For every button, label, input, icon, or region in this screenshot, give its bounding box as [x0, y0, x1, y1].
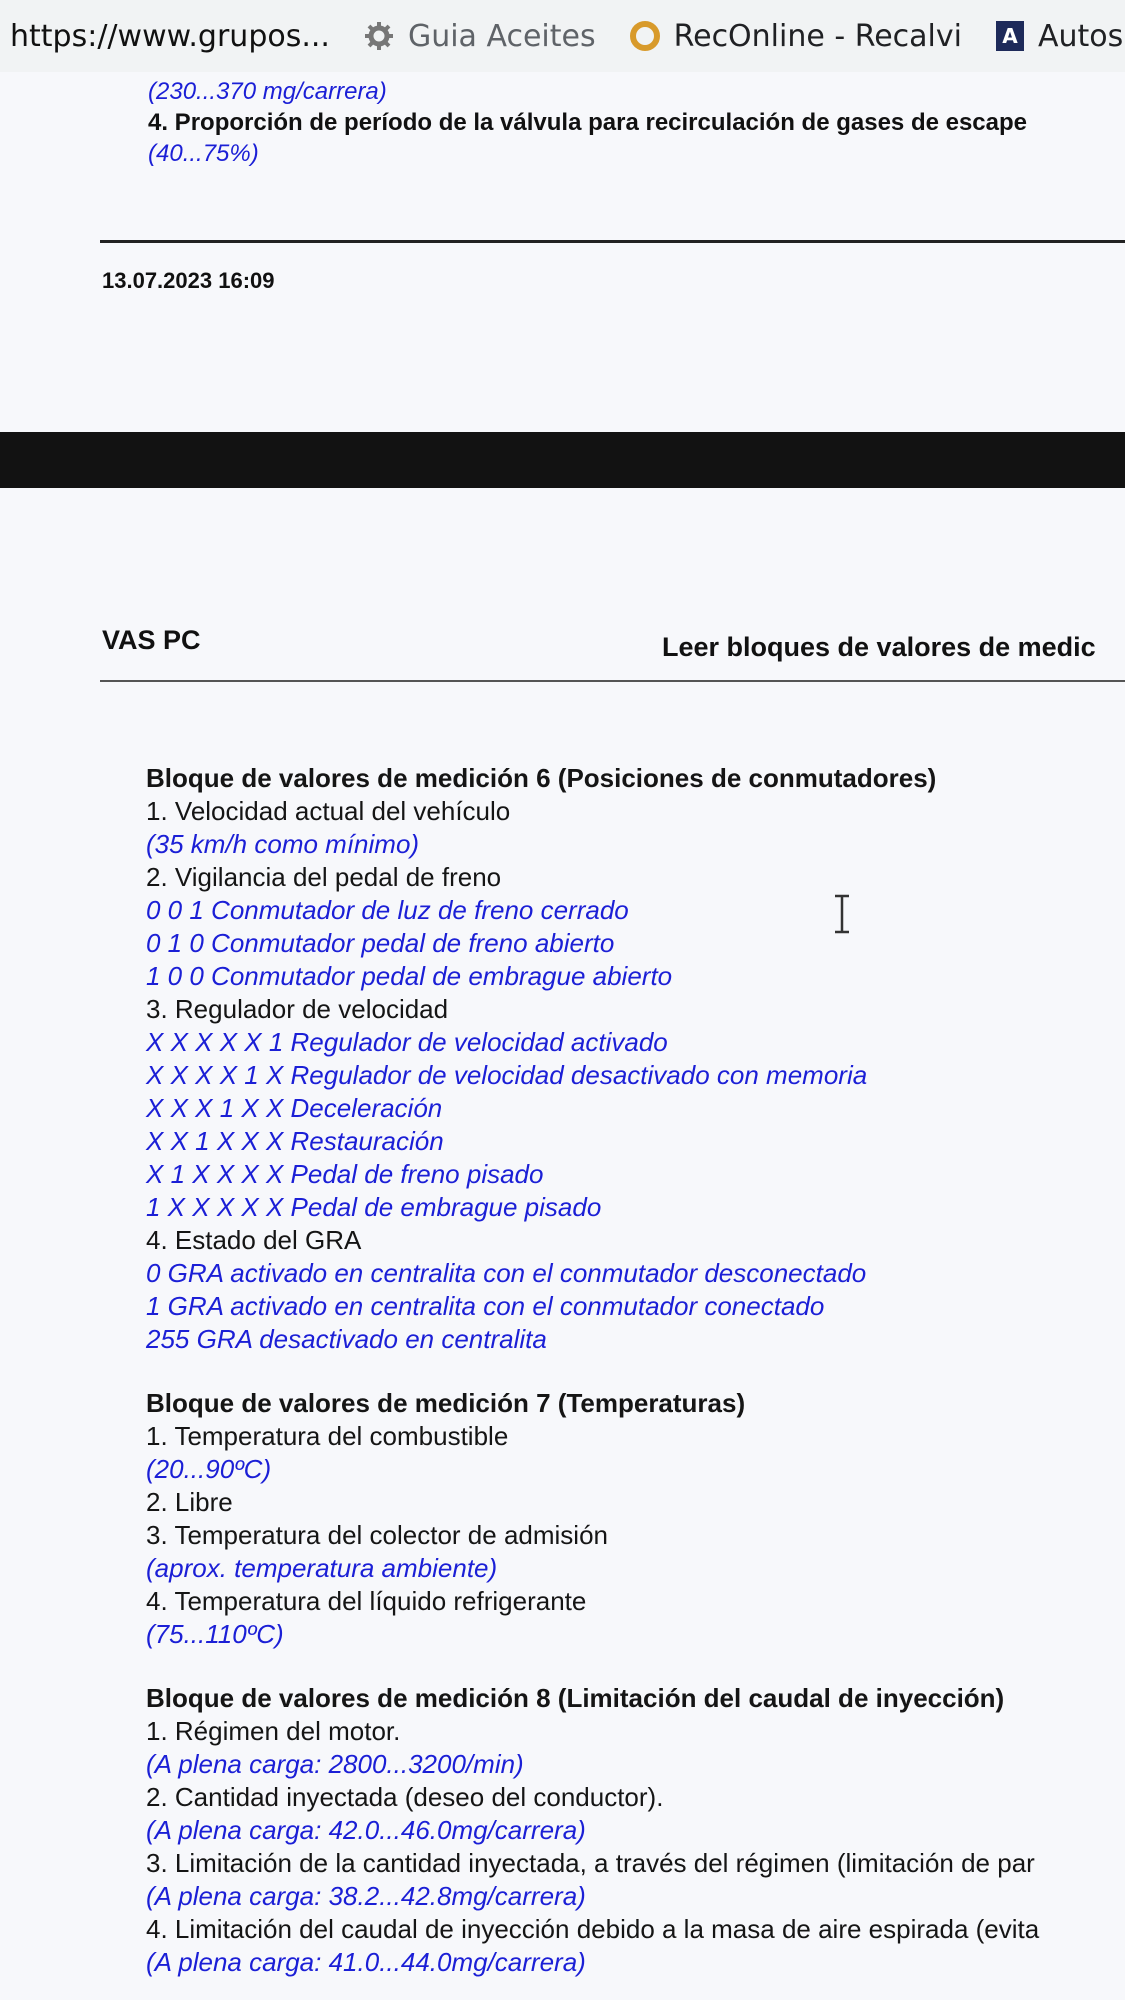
block-title: Bloque de valores de medición 7 (Temperaturas)	[146, 1388, 746, 1418]
block-item-line: 4. Estado del GRA	[146, 1225, 362, 1255]
block-item-line: 2. Libre	[146, 1487, 233, 1517]
header-app-name: VAS PC	[102, 625, 201, 655]
text-cursor-icon	[832, 894, 852, 934]
bookmarks-bar	[0, 0, 1125, 72]
block-value-line: (75...110ºC)	[146, 1619, 284, 1649]
divider	[100, 680, 1125, 682]
block-value-line: X 1 X X X X Pedal de freno pisado	[146, 1159, 544, 1189]
block-value-line: X X X 1 X X Deceleración	[146, 1093, 443, 1123]
block-item-line: 1. Velocidad actual del vehículo	[146, 796, 511, 826]
block-title: Bloque de valores de medición 6 (Posiciones de conmutadores)	[146, 763, 937, 793]
bookmark-autos[interactable]	[996, 19, 1123, 54]
block-item-line: 4. Limitación del caudal de inyección debido a la masa de aire espirada (evita	[146, 1914, 1040, 1944]
measurement-block	[146, 762, 1121, 1356]
measurement-block	[146, 1387, 1121, 1651]
measurement-blocks	[146, 762, 1121, 2000]
prev-value-line: (40...75%)	[148, 140, 259, 167]
print-timestamp: 13.07.2023 16:09	[102, 268, 275, 293]
prev-value-line: (230...370 mg/carrera)	[148, 78, 387, 105]
block-value-line: 0 GRA activado en centralita con el conmutador desconectado	[146, 1258, 867, 1288]
block-item-line: 2. Vigilancia del pedal de freno	[146, 862, 502, 892]
block-value-line: (A plena carga: 42.0...46.0mg/carrera)	[146, 1815, 586, 1845]
gear-icon	[364, 21, 394, 51]
block-value-line: X X X X 1 X Regulador de velocidad desactivado con memoria	[146, 1060, 868, 1090]
bookmark-label: RecOnline - Recalvi	[673, 18, 962, 54]
block-item-line: 1. Régimen del motor.	[146, 1716, 401, 1746]
block-item-line: 3. Regulador de velocidad	[146, 994, 449, 1024]
block-value-line: 1 0 0 Conmutador pedal de embrague abierto	[146, 961, 673, 991]
address-url[interactable]: https://www.grupos...	[10, 18, 330, 54]
block-item-line: 1. Temperatura del combustible	[146, 1421, 509, 1451]
block-value-line: 0 0 1 Conmutador de luz de freno cerrado	[146, 895, 629, 925]
block-value-line: X X 1 X X X Restauración	[146, 1126, 444, 1156]
bookmark-label: Autos	[1037, 18, 1124, 54]
bookmark-label: Guia Aceites	[407, 18, 596, 54]
block-value-line: (20...90ºC)	[146, 1454, 272, 1484]
block-value-line: (aprox. temperatura ambiente)	[146, 1553, 498, 1583]
block-value-line: (A plena carga: 38.2...42.8mg/carrera)	[146, 1881, 586, 1911]
block-item-line: 3. Limitación de la cantidad inyectada, a través del régimen (limitación de par	[146, 1848, 1035, 1878]
bookmark-guia-aceites[interactable]	[364, 19, 596, 54]
block-value-line: 1 X X X X X Pedal de embrague pisado	[146, 1192, 602, 1222]
block-item-line: 3. Temperatura del colector de admisión	[146, 1520, 608, 1550]
header-page-title: Leer bloques de valores de medic	[662, 632, 1096, 662]
block-value-line: (35 km/h como mínimo)	[146, 829, 420, 859]
block-title: Bloque de valores de medición 8 (Limitación del caudal de inyección)	[146, 1683, 1005, 1713]
block-item-line: 4. Temperatura del líquido refrigerante	[146, 1586, 587, 1616]
divider	[100, 240, 1125, 243]
block-value-line: (A plena carga: 41.0...44.0mg/carrera)	[146, 1947, 586, 1977]
measurement-block	[146, 1682, 1121, 1979]
block-value-line: 0 1 0 Conmutador pedal de freno abierto	[146, 928, 615, 958]
bookmark-reconline[interactable]	[630, 19, 962, 54]
block-item-line: 2. Cantidad inyectada (deseo del conductor).	[146, 1782, 664, 1812]
block-value-line: 255 GRA desactivado en centralita	[146, 1324, 547, 1354]
previous-page-tail	[148, 76, 1027, 169]
a-logo-icon: A	[996, 21, 1024, 51]
circle-logo-icon	[630, 21, 660, 51]
page-separator	[0, 432, 1125, 488]
block-value-line: 1 GRA activado en centralita con el conmutador conectado	[146, 1291, 825, 1321]
document-page	[0, 72, 1125, 2000]
block-value-line: X X X X X 1 Regulador de velocidad activado	[146, 1027, 668, 1057]
block-value-line: (A plena carga: 2800...3200/min)	[146, 1749, 524, 1779]
prev-item-line: 4. Proporción de período de la válvula para recirculación de gases de escape	[148, 109, 1028, 136]
